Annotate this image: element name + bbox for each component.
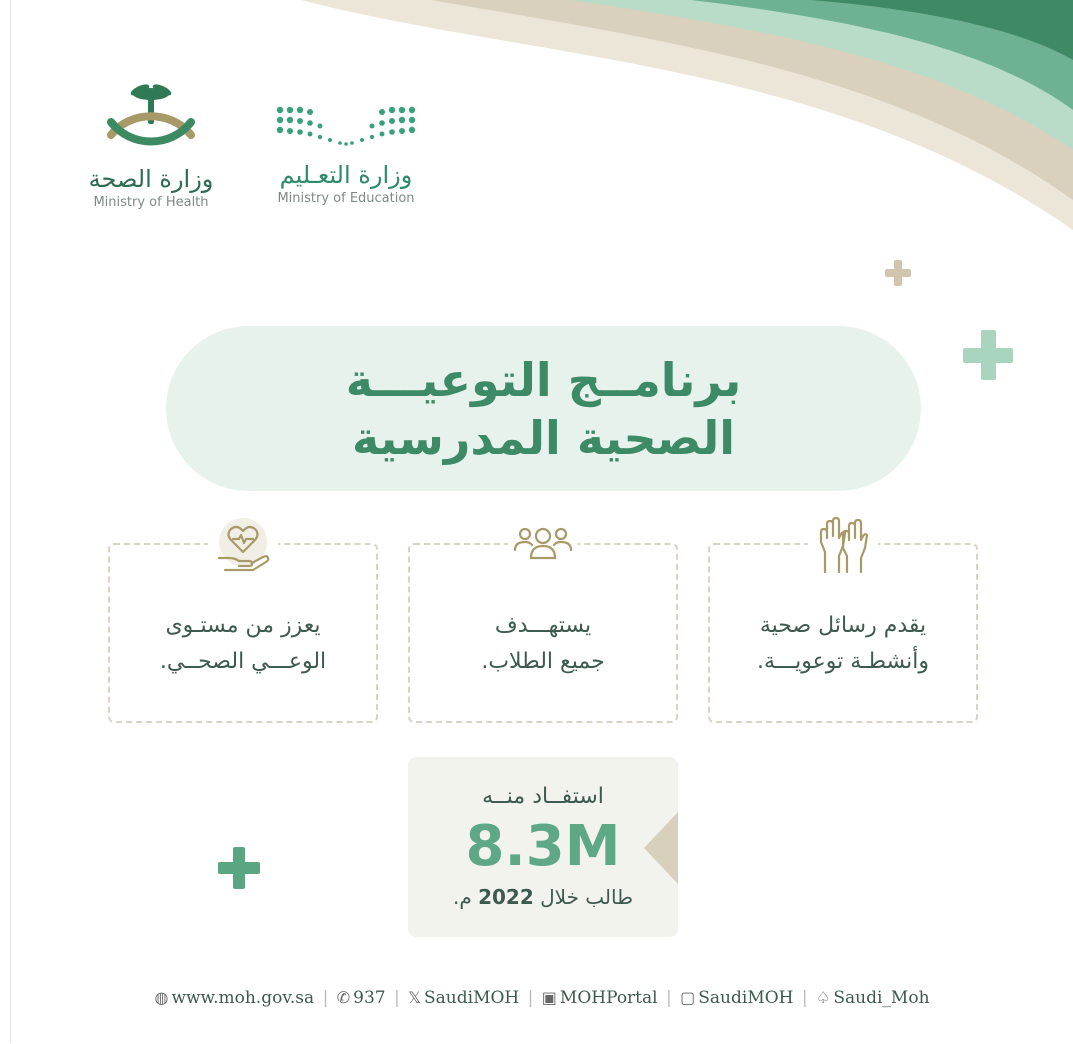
footer-text: MOHPortal xyxy=(559,988,658,1008)
palm-swords-emblem-icon xyxy=(96,80,206,160)
moe-english-name: Ministry of Education xyxy=(277,191,415,206)
stat-year: 2022 xyxy=(478,885,534,909)
globe-icon: ◍ xyxy=(154,988,169,1007)
youtube-link[interactable] xyxy=(542,988,658,1008)
moh-arabic-name: وزارة الصحة xyxy=(88,165,214,193)
divider: | xyxy=(801,988,808,1008)
snapchat-icon: ♤ xyxy=(816,988,831,1007)
moh-english-name: Ministry of Health xyxy=(93,195,209,210)
ministry-of-education-logo xyxy=(261,100,431,208)
footer-text: Saudi_Moh xyxy=(833,988,930,1008)
footer-text: SaudiMOH xyxy=(424,988,520,1008)
x-link[interactable] xyxy=(408,988,519,1008)
contact-footer xyxy=(11,988,1073,1008)
footer-text: 937 xyxy=(353,988,386,1008)
phone-link[interactable] xyxy=(337,988,386,1008)
title-line-1: برنامــج التوعيـــة xyxy=(345,352,742,407)
ministry-of-health-logo xyxy=(76,80,226,212)
divider: | xyxy=(527,988,534,1008)
beneficiaries-stat xyxy=(408,757,678,937)
dotted-book-emblem-icon xyxy=(266,100,426,156)
card-line: وأنشطـة توعويـــة. xyxy=(757,649,929,674)
phone-icon: ✆ xyxy=(336,988,351,1007)
footer-text: www.moh.gov.sa xyxy=(171,988,315,1008)
card-line: الوعـــي الصحــي. xyxy=(159,649,327,674)
footer-text: SaudiMOH xyxy=(698,988,794,1008)
program-title xyxy=(166,326,921,491)
facebook-link[interactable] xyxy=(680,988,793,1008)
card-line: يعزز من مستـوى xyxy=(165,613,321,638)
poster xyxy=(10,0,1073,1043)
stat-subtitle xyxy=(453,880,633,914)
x-icon: 𝕏 xyxy=(408,988,422,1007)
feature-card-awareness xyxy=(108,543,378,723)
moe-arabic-name: وزارة التعـليم xyxy=(279,161,413,189)
card-line: يقدم رسائل صحية xyxy=(759,613,927,638)
feature-card-health-messages xyxy=(708,543,978,723)
divider: | xyxy=(666,988,672,1008)
stat-label: استفــاد منــه xyxy=(482,784,604,809)
divider: | xyxy=(322,988,329,1008)
plus-icon xyxy=(218,847,260,889)
stat-sub-prefix: طالب خلال xyxy=(540,885,634,909)
snapchat-link[interactable] xyxy=(816,988,929,1008)
stat-sub-suffix: م. xyxy=(452,885,472,909)
facebook-icon: ▢ xyxy=(680,988,696,1007)
stat-pointer xyxy=(644,812,678,884)
plus-icon xyxy=(963,330,1013,380)
stat-value: 8.3M xyxy=(465,814,621,879)
feature-card-targets-students xyxy=(408,543,678,723)
card-line: يستهـــدف xyxy=(494,613,592,638)
raised-hands-icon xyxy=(808,509,878,579)
people-group-icon xyxy=(508,509,578,579)
plus-icon xyxy=(885,260,911,286)
card-line: جميع الطلاب. xyxy=(481,649,605,674)
website-link[interactable] xyxy=(154,988,314,1008)
divider: | xyxy=(393,988,400,1008)
title-line-2: الصحية المدرسية xyxy=(351,410,736,465)
heart-in-hand-icon xyxy=(208,509,278,579)
youtube-icon: ▣ xyxy=(541,988,557,1007)
